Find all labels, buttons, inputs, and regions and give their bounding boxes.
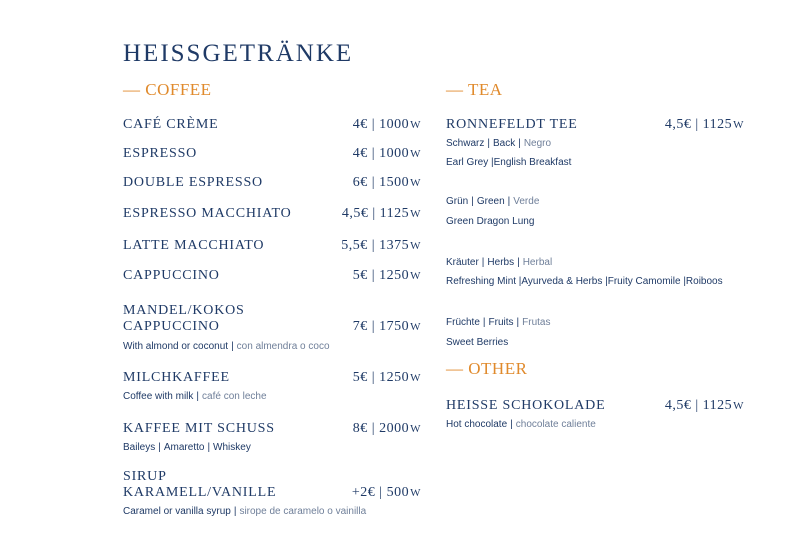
currency-w-icon: W [410, 208, 421, 220]
item-schokolade-price: 4,5€ | 1125W [664, 398, 744, 413]
item-ronnefeldt-name: RONNEFELDT TEE [446, 117, 578, 132]
item-kaffee-schuss-price: 8€ | 2000W [352, 421, 421, 436]
item-ronnefeldt-price: 4,5€ | 1125W [664, 117, 744, 132]
item-double-espresso-name: DOUBLE ESPRESSO [123, 175, 263, 190]
item-milchkaffee-name: MILCHKAFFEE [123, 370, 230, 385]
item-kaffee-schuss-desc: Baileys | Amaretto | Whiskey [123, 442, 251, 453]
currency-w-icon: W [410, 148, 421, 160]
currency-w-icon: W [410, 119, 421, 131]
section-other: — OTHER [446, 359, 528, 378]
item-espresso-macchiato-name: ESPRESSO MACCHIATO [123, 206, 292, 221]
currency-w-icon: W [410, 270, 421, 282]
page-title: HEISSGETRÄNKE [123, 40, 354, 67]
item-schokolade-name: HEISSE SCHOKOLADE [446, 398, 606, 413]
tea-fruechte-varieties: Sweet Berries [446, 337, 509, 348]
currency-w-icon: W [410, 423, 421, 435]
item-schokolade-desc: Hot chocolate | chocolate caliente [446, 419, 596, 430]
item-mandel-name-line2: CAPPUCCINO [123, 319, 220, 334]
item-espresso-macchiato-price: 4,5€ | 1125W [341, 206, 421, 221]
section-tea: — TEA [446, 80, 503, 99]
currency-w-icon: W [733, 400, 744, 412]
currency-w-icon: W [410, 177, 421, 189]
item-cappuccino-name: CAPPUCCINO [123, 268, 220, 283]
item-sirup-desc: Caramel or vanilla syrup | sirope de caramelo o vainilla [123, 506, 367, 517]
currency-w-icon: W [410, 240, 421, 252]
item-cafe-creme-price: 4€ | 1000W [352, 117, 421, 132]
item-espresso-name: ESPRESSO [123, 146, 198, 161]
item-double-espresso-price: 6€ | 1500W [352, 175, 421, 190]
item-mandel-price: 7€ | 1750W [352, 319, 421, 334]
item-milchkaffee-price: 5€ | 1250W [352, 370, 421, 385]
item-kaffee-schuss-name: KAFFEE MIT SCHUSS [123, 421, 275, 436]
tea-kraeuter-label: Kräuter | Herbs | Herbal [446, 257, 553, 268]
item-sirup-name-line2: KARAMELL/VANILLE [123, 485, 277, 500]
section-coffee: — COFFEE [123, 80, 212, 99]
tea-gruen-label: Grün | Green | Verde [446, 196, 540, 207]
tea-schwarz-label: Schwarz | Back | Negro [446, 138, 552, 149]
item-cappuccino-price: 5€ | 1250W [352, 268, 421, 283]
currency-w-icon: W [733, 119, 744, 131]
tea-schwarz-varieties: Earl Grey |English Breakfast [446, 157, 572, 168]
currency-w-icon: W [410, 487, 421, 499]
item-espresso-price: 4€ | 1000W [352, 146, 421, 161]
item-mandel-desc: With almond or coconut | con almendra o coco [123, 341, 330, 352]
tea-gruen-varieties: Green Dragon Lung [446, 216, 535, 227]
item-milchkaffee-desc: Coffee with milk | café con leche [123, 391, 267, 402]
tea-fruechte-label: Früchte | Fruits | Frutas [446, 317, 551, 328]
currency-w-icon: W [410, 372, 421, 384]
item-latte-macchiato-price: 5,5€ | 1375W [341, 238, 421, 253]
item-sirup-name-line1: SIRUP [123, 469, 167, 484]
item-mandel-name-line1: MANDEL/KOKOS [123, 303, 245, 318]
item-latte-macchiato-name: LATTE MACCHIATO [123, 238, 265, 253]
item-cafe-creme-name: CAFÉ CRÈME [123, 117, 219, 132]
currency-w-icon: W [410, 321, 421, 333]
tea-kraeuter-varieties: Refreshing Mint |Ayurveda & Herbs |Fruity Camomile |Roiboos [446, 276, 723, 287]
item-sirup-price: +2€ | 500W [351, 485, 421, 500]
